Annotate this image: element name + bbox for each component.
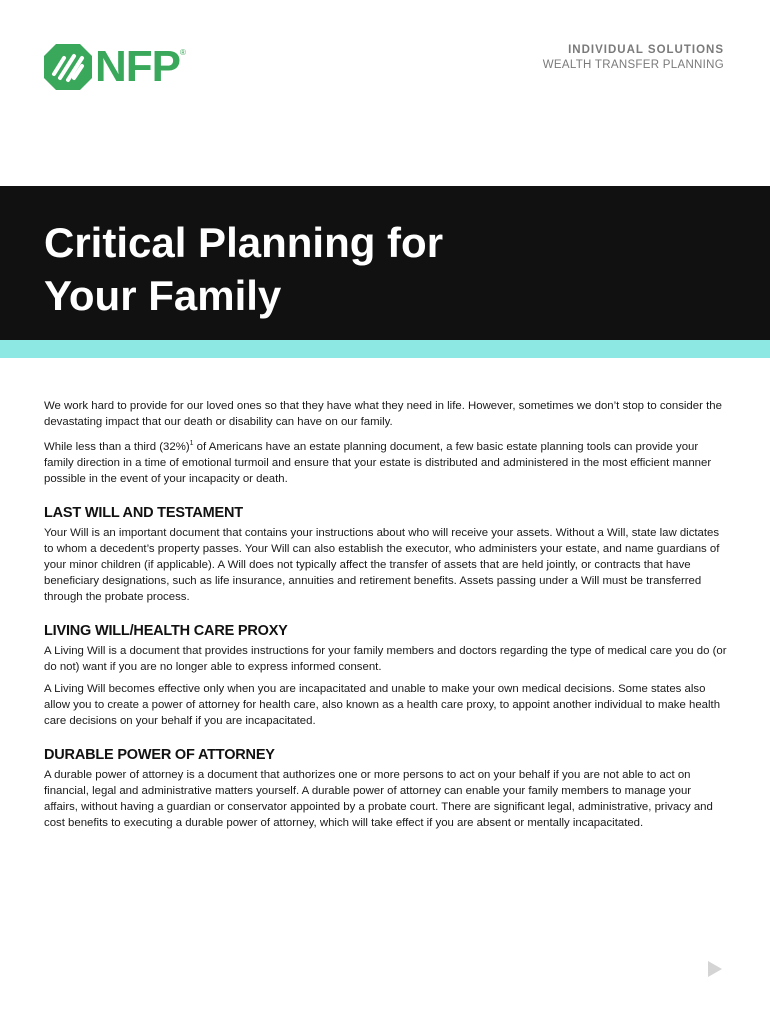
document-body <box>44 398 728 837</box>
section-paragraph: Your Will is an important document that contains your instructions about who will receive your assets. Without a Will, state law dictates to whom a decedent’s property passes. Your Will can also establish the executor, who administers your estate, and name guardians of your minor children (if applicable). A Will does not typically affect the transfer of assets that are held jointly, or contracts that have beneficiary designations, such as life insurance, annuities and retirement benefits. Assets passing under a Will must be transferred through the probate process. <box>44 526 720 603</box>
intro-p2-after: of Americans have an estate planning document, a few basic estate planning tools can provide your family direction in a time of emotional turmoil and ensure that your estate is distributed and administered in the most efficient manner possible in the event of your incapacity or death. <box>44 440 712 485</box>
registered-mark: ® <box>180 48 186 57</box>
footnote-ref: 1 <box>189 440 194 447</box>
header-labels <box>543 44 724 71</box>
nfp-logo-mark-icon <box>44 44 92 90</box>
section-paragraph: A Living Will is a document that provides instructions for your family members and doctors regarding the type of medical care you do (or do not) want if you are no longer able to express informed consent. <box>44 644 727 673</box>
section-heading-will: LAST WILL AND TESTAMENT <box>44 504 243 521</box>
intro-p2-before: While less than a third (32%) <box>44 440 190 453</box>
intro-paragraph-1: We work hard to provide for our loved ones so that they have what they need in life. However, sometimes we don’t stop to consider the devastating impact that our death or disability can have on our family. <box>44 400 722 428</box>
page-title-line-1: Critical Planning for <box>44 219 444 266</box>
intro-paragraph-2 <box>44 436 728 487</box>
page-title <box>44 216 443 322</box>
subsection-label: WEALTH TRANSFER PLANNING <box>542 59 724 71</box>
accent-stripe <box>0 340 770 358</box>
page-title-line-2: Your Family <box>44 272 282 319</box>
section-paragraph: A durable power of attorney is a document that authorizes one or more persons to act on your behalf if you are not able to act on financial, legal and administrative matters yourself. A durable power of attorney can enable your family members to manage your affairs, without having a guardian or conservator appointed by a probate court. There are significant legal, administrative, privacy and cost benefits to executing a durable power of attorney, which will take effect if you are absent or mentally incapacitated. <box>44 768 713 829</box>
logo-wordmark: NFP <box>95 42 180 91</box>
title-banner <box>0 186 770 340</box>
nfp-logo <box>44 44 209 90</box>
section-paragraph: A Living Will becomes effective only when you are incapacitated and unable to make your own medical decisions. Some states also allow you to create a power of attorney for health care, also known as a health care proxy, to appoint another individual to make health care decisions on your behalf if you are incapacitated. <box>44 682 721 727</box>
section-heading-living-will: LIVING WILL/HEALTH CARE PROXY <box>44 622 288 639</box>
next-page-arrow-icon[interactable] <box>706 960 724 978</box>
section-heading-poa: DURABLE POWER OF ATTORNEY <box>44 746 275 763</box>
section-label: INDIVIDUAL SOLUTIONS <box>568 44 724 56</box>
